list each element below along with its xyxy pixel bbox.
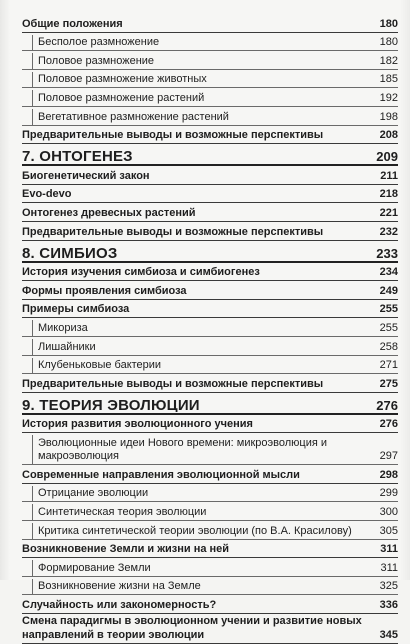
toc-page: 345	[379, 629, 398, 642]
toc-title: Половое размножение	[38, 54, 155, 67]
toc-subentry	[22, 107, 398, 126]
toc-page: 209	[376, 149, 398, 165]
toc-page: 300	[379, 506, 398, 519]
toc-entry	[22, 222, 398, 241]
toc-subentry	[22, 51, 398, 70]
toc-title: Примеры симбиоза	[22, 303, 130, 316]
toc-entry	[22, 185, 398, 204]
toc-entry	[22, 126, 398, 145]
toc-page: 185	[379, 73, 398, 86]
toc-page: 298	[379, 468, 398, 481]
toc-title: Половое размножение растений	[38, 91, 205, 104]
toc-title: Бесполое размножение	[38, 36, 160, 49]
toc-title: Общие положения	[22, 17, 123, 30]
toc-title: Лишайники	[38, 340, 96, 353]
toc-entry	[22, 595, 398, 614]
chapter-title: 7. ОНТОГЕНЕЗ	[22, 150, 133, 164]
toc-title: Предварительные выводы и возможные перспективы	[22, 377, 324, 390]
toc-page: 299	[379, 487, 398, 500]
toc-subentry	[22, 484, 398, 503]
toc-title: Отрицание эволюции	[38, 487, 149, 500]
toc-page: 311	[380, 561, 398, 574]
toc-entry	[22, 166, 398, 185]
toc-title: Современные направления эволюционной мысли	[22, 468, 300, 481]
toc-page: 276	[379, 418, 398, 431]
toc-chapter	[22, 393, 398, 415]
toc-page: 311	[380, 543, 398, 556]
toc-page: 192	[379, 91, 398, 104]
toc-page: 180	[379, 17, 398, 30]
toc-title: Критика синтетической теории эволюции (по В.А. Красилову)	[38, 524, 352, 537]
toc-title: Клубеньковые бактерии	[38, 359, 162, 372]
chapter-title: 9. ТЕОРИЯ ЭВОЛЮЦИИ	[22, 398, 200, 412]
toc-entry	[22, 465, 398, 484]
toc-subentry	[22, 558, 398, 577]
toc-entry	[22, 300, 398, 319]
toc-page: 233	[376, 245, 398, 261]
toc-page: 336	[379, 599, 398, 612]
toc-page: 325	[379, 580, 398, 593]
toc-title: Половое размножение животных	[38, 73, 207, 86]
toc-title: Evo-devo	[22, 188, 72, 201]
toc-title: Смена парадигмы в эволюционном учении и развитие новых направлений в теории эволюции	[22, 615, 362, 642]
toc-subentry	[22, 318, 398, 337]
toc-title: Возникновение жизни на Земле	[38, 580, 201, 593]
toc-title: Биогенетический закон	[22, 169, 150, 182]
toc-title: Эволюционные идеи Нового времени: микроэволюция и макроэволюция	[38, 437, 328, 463]
toc-entry	[22, 263, 398, 282]
toc-subentry	[22, 70, 398, 89]
toc-page: 221	[379, 206, 398, 219]
toc-title: Синтетическая теория эволюции	[38, 506, 207, 519]
toc-page: 258	[379, 340, 398, 353]
toc-title: Вегетативное размножение растений	[38, 110, 229, 123]
toc-page: 211	[380, 169, 398, 182]
toc-title: Предварительные выводы и возможные перспективы	[22, 225, 324, 238]
toc-title: История развития эволюционного учения	[22, 418, 253, 431]
toc-subentry	[22, 88, 398, 107]
toc-entry	[22, 415, 398, 434]
toc-title: Онтогенез древесных растений	[22, 206, 196, 219]
toc-entry	[22, 614, 398, 644]
toc-title: Случайность или закономерность?	[22, 599, 217, 612]
toc-page: 249	[379, 284, 398, 297]
toc-page: 271	[379, 359, 398, 372]
toc-entry	[22, 14, 398, 33]
toc-page: 182	[379, 54, 398, 67]
toc-subentry	[22, 33, 398, 52]
toc-page: 218	[379, 188, 398, 201]
toc-subentry	[22, 356, 398, 375]
toc-entry	[22, 281, 398, 300]
toc-page: 232	[379, 225, 398, 238]
toc-page: 180	[379, 36, 398, 49]
toc-subentry	[22, 521, 398, 540]
toc-page: 276	[376, 397, 398, 413]
toc-subentry	[22, 433, 398, 465]
toc-chapter	[22, 144, 398, 166]
toc-title: Формирование Земли	[38, 561, 151, 574]
toc-entry	[22, 374, 398, 393]
toc-chapter	[22, 241, 398, 263]
toc-page: 305	[379, 524, 398, 537]
table-of-contents	[22, 14, 398, 644]
toc-page: 208	[379, 129, 398, 142]
toc-page: 198	[379, 110, 398, 123]
toc-entry	[22, 540, 398, 559]
toc-title: История изучения симбиоза и симбиогенез	[22, 266, 260, 279]
toc-entry	[22, 203, 398, 222]
toc-page: 275	[379, 377, 398, 390]
toc-subentry	[22, 502, 398, 521]
toc-title: Формы проявления симбиоза	[22, 284, 187, 297]
chapter-title: 8. СИМБИОЗ	[22, 246, 118, 260]
toc-page: 255	[379, 303, 398, 316]
toc-page: 255	[379, 321, 398, 334]
toc-page: 234	[379, 266, 398, 279]
toc-title: Микориза	[38, 321, 88, 334]
toc-title: Возникновение Земли и жизни на ней	[22, 543, 230, 556]
toc-title: Предварительные выводы и возможные перспективы	[22, 129, 324, 142]
toc-subentry	[22, 337, 398, 356]
toc-page: 297	[379, 450, 398, 463]
